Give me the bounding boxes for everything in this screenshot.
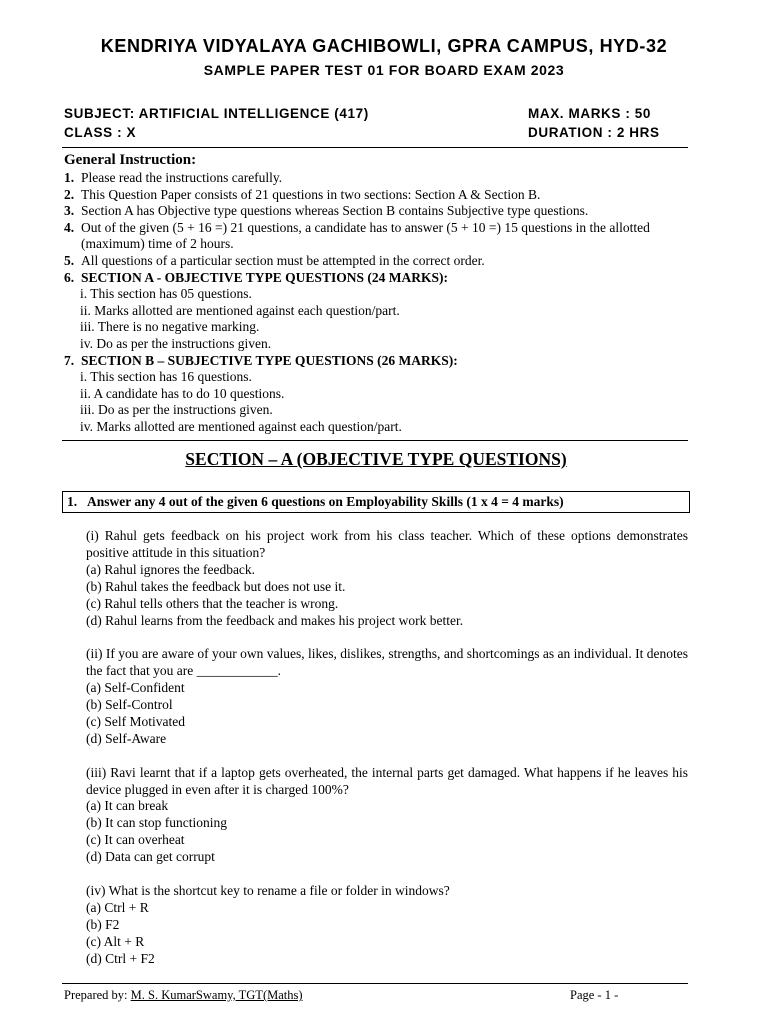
question-heading: Answer any 4 out of the given 6 questions on Employability Skills (1 x 4 = 4 marks): [87, 494, 564, 509]
instruction-number: 5.: [64, 252, 75, 268]
instruction-number: 6.: [64, 269, 75, 285]
instruction-text: This Question Paper consists of 21 questions in two sections: Section A & Section B.: [81, 186, 541, 202]
instruction-item: [64, 203, 690, 220]
question-text: (ii) If you are aware of your own values, likes, dislikes, strengths, and shortcomings as an individual. It denotes the fact that you are ____________.: [86, 646, 688, 679]
answer-option: (a) Rahul ignores the feedback.: [86, 561, 256, 577]
section-a-point: ii. Marks allotted are mentioned against each question/part.: [80, 302, 400, 318]
instructions-heading: General Instruction:: [64, 152, 197, 168]
answer-option: (b) Self-Control: [86, 697, 173, 713]
answer-option: (d) Rahul learns from the feedback and makes his project work better.: [86, 612, 464, 628]
section-a-instructions: [64, 270, 690, 287]
answer-option: (c) Alt + R: [86, 933, 145, 949]
instruction-number: 2.: [64, 186, 75, 202]
answer-option: (d) Data can get corrupt: [86, 849, 215, 865]
question-part: [86, 765, 688, 866]
question-text: (iv) What is the shortcut key to rename a file or folder in windows?: [86, 882, 450, 898]
question-1-parts: [86, 528, 688, 984]
instruction-text: Section A has Objective type questions whereas Section B contains Subjective type questions.: [81, 203, 589, 219]
question-part: [86, 528, 688, 629]
question-text: (i) Rahul gets feedback on his project work from his class teacher. Which of these options demonstrates positive attitude in this situation?: [86, 528, 688, 560]
instructions-divider: [62, 440, 688, 441]
question-number: 1.: [67, 494, 78, 509]
instruction-number: 1.: [64, 170, 75, 185]
subject-label: SUBJECT: ARTIFICIAL INTELLIGENCE (417): [64, 106, 369, 121]
section-a-point: iv. Do as per the instructions given.: [80, 335, 272, 351]
answer-option: (b) Rahul takes the feedback but does not use it.: [86, 578, 346, 594]
answer-option: (a) Self-Confident: [86, 680, 185, 696]
question-1-heading-box: [62, 491, 690, 513]
author-name: M. S. KumarSwamy, TGT(Maths): [130, 988, 303, 1002]
instruction-item: [64, 253, 690, 270]
section-a-point: iii. There is no negative marking.: [80, 319, 260, 335]
test-title: SAMPLE PAPER TEST 01 FOR BOARD EXAM 2023: [203, 62, 565, 78]
instruction-number: 3.: [64, 203, 75, 219]
section-b-point: ii. A candidate has to do 10 questions.: [80, 385, 285, 401]
prepared-by: [64, 988, 303, 1003]
answer-option: (b) It can stop functioning: [86, 815, 227, 831]
question-part: [86, 883, 688, 968]
instruction-item: [64, 187, 690, 204]
class-label: CLASS : X: [64, 125, 137, 140]
max-marks-label: MAX. MARKS : 50: [528, 106, 652, 121]
footer-divider: [62, 983, 688, 984]
instruction-number: 4.: [64, 219, 75, 235]
duration-label: DURATION : 2 HRS: [528, 125, 660, 140]
school-name: KENDRIYA VIDYALAYA GACHIBOWLI, GPRA CAMPUS, HYD-32: [100, 36, 668, 56]
instruction-item: [64, 220, 690, 253]
instruction-text: Out of the given (5 + 16 =) 21 questions, a candidate has to answer (5 + 10 =) 15 questions in the allotted (maximum) time of 2 hours.: [81, 219, 650, 252]
section-b-point: i. This section has 16 questions.: [80, 369, 252, 385]
section-b-title: SECTION B – SUBJECTIVE TYPE QUESTIONS (26 MARKS):: [81, 352, 458, 368]
section-b-point: iii. Do as per the instructions given.: [80, 402, 273, 418]
question-text: (iii) Ravi learnt that if a laptop gets overheated, the internal parts get damaged. What happens if he leaves his device plugged in even after it is charged 100%?: [86, 764, 688, 797]
general-instructions: [64, 150, 690, 436]
page-number: Page - 1 -: [570, 988, 619, 1002]
answer-option: (a) Ctrl + R: [86, 899, 149, 915]
prepared-by-label: Prepared by:: [64, 988, 128, 1002]
page-footer: [62, 983, 688, 1002]
answer-option: (a) It can break: [86, 798, 169, 814]
answer-option: (d) Ctrl + F2: [86, 950, 155, 966]
answer-option: (d) Self-Aware: [86, 730, 167, 746]
answer-option: (b) F2: [86, 916, 120, 932]
instruction-text: All questions of a particular section must be attempted in the correct order.: [81, 252, 485, 268]
section-a-point: i. This section has 05 questions.: [80, 286, 252, 302]
instruction-item: [64, 170, 690, 187]
header-divider: [62, 147, 688, 148]
question-part: [86, 646, 688, 747]
section-a-heading: SECTION – A (OBJECTIVE TYPE QUESTIONS): [185, 449, 567, 469]
instruction-number: 7.: [64, 352, 75, 368]
instruction-text: Please read the instructions carefully.: [81, 170, 283, 185]
answer-option: (c) It can overheat: [86, 832, 185, 848]
section-a-title: SECTION A - OBJECTIVE TYPE QUESTIONS (24 MARKS):: [81, 269, 448, 285]
section-b-instructions: [64, 353, 690, 370]
answer-option: (c) Self Motivated: [86, 713, 185, 729]
answer-option: (c) Rahul tells others that the teacher is wrong.: [86, 595, 339, 611]
section-b-point: iv. Marks allotted are mentioned against each question/part.: [80, 418, 402, 434]
